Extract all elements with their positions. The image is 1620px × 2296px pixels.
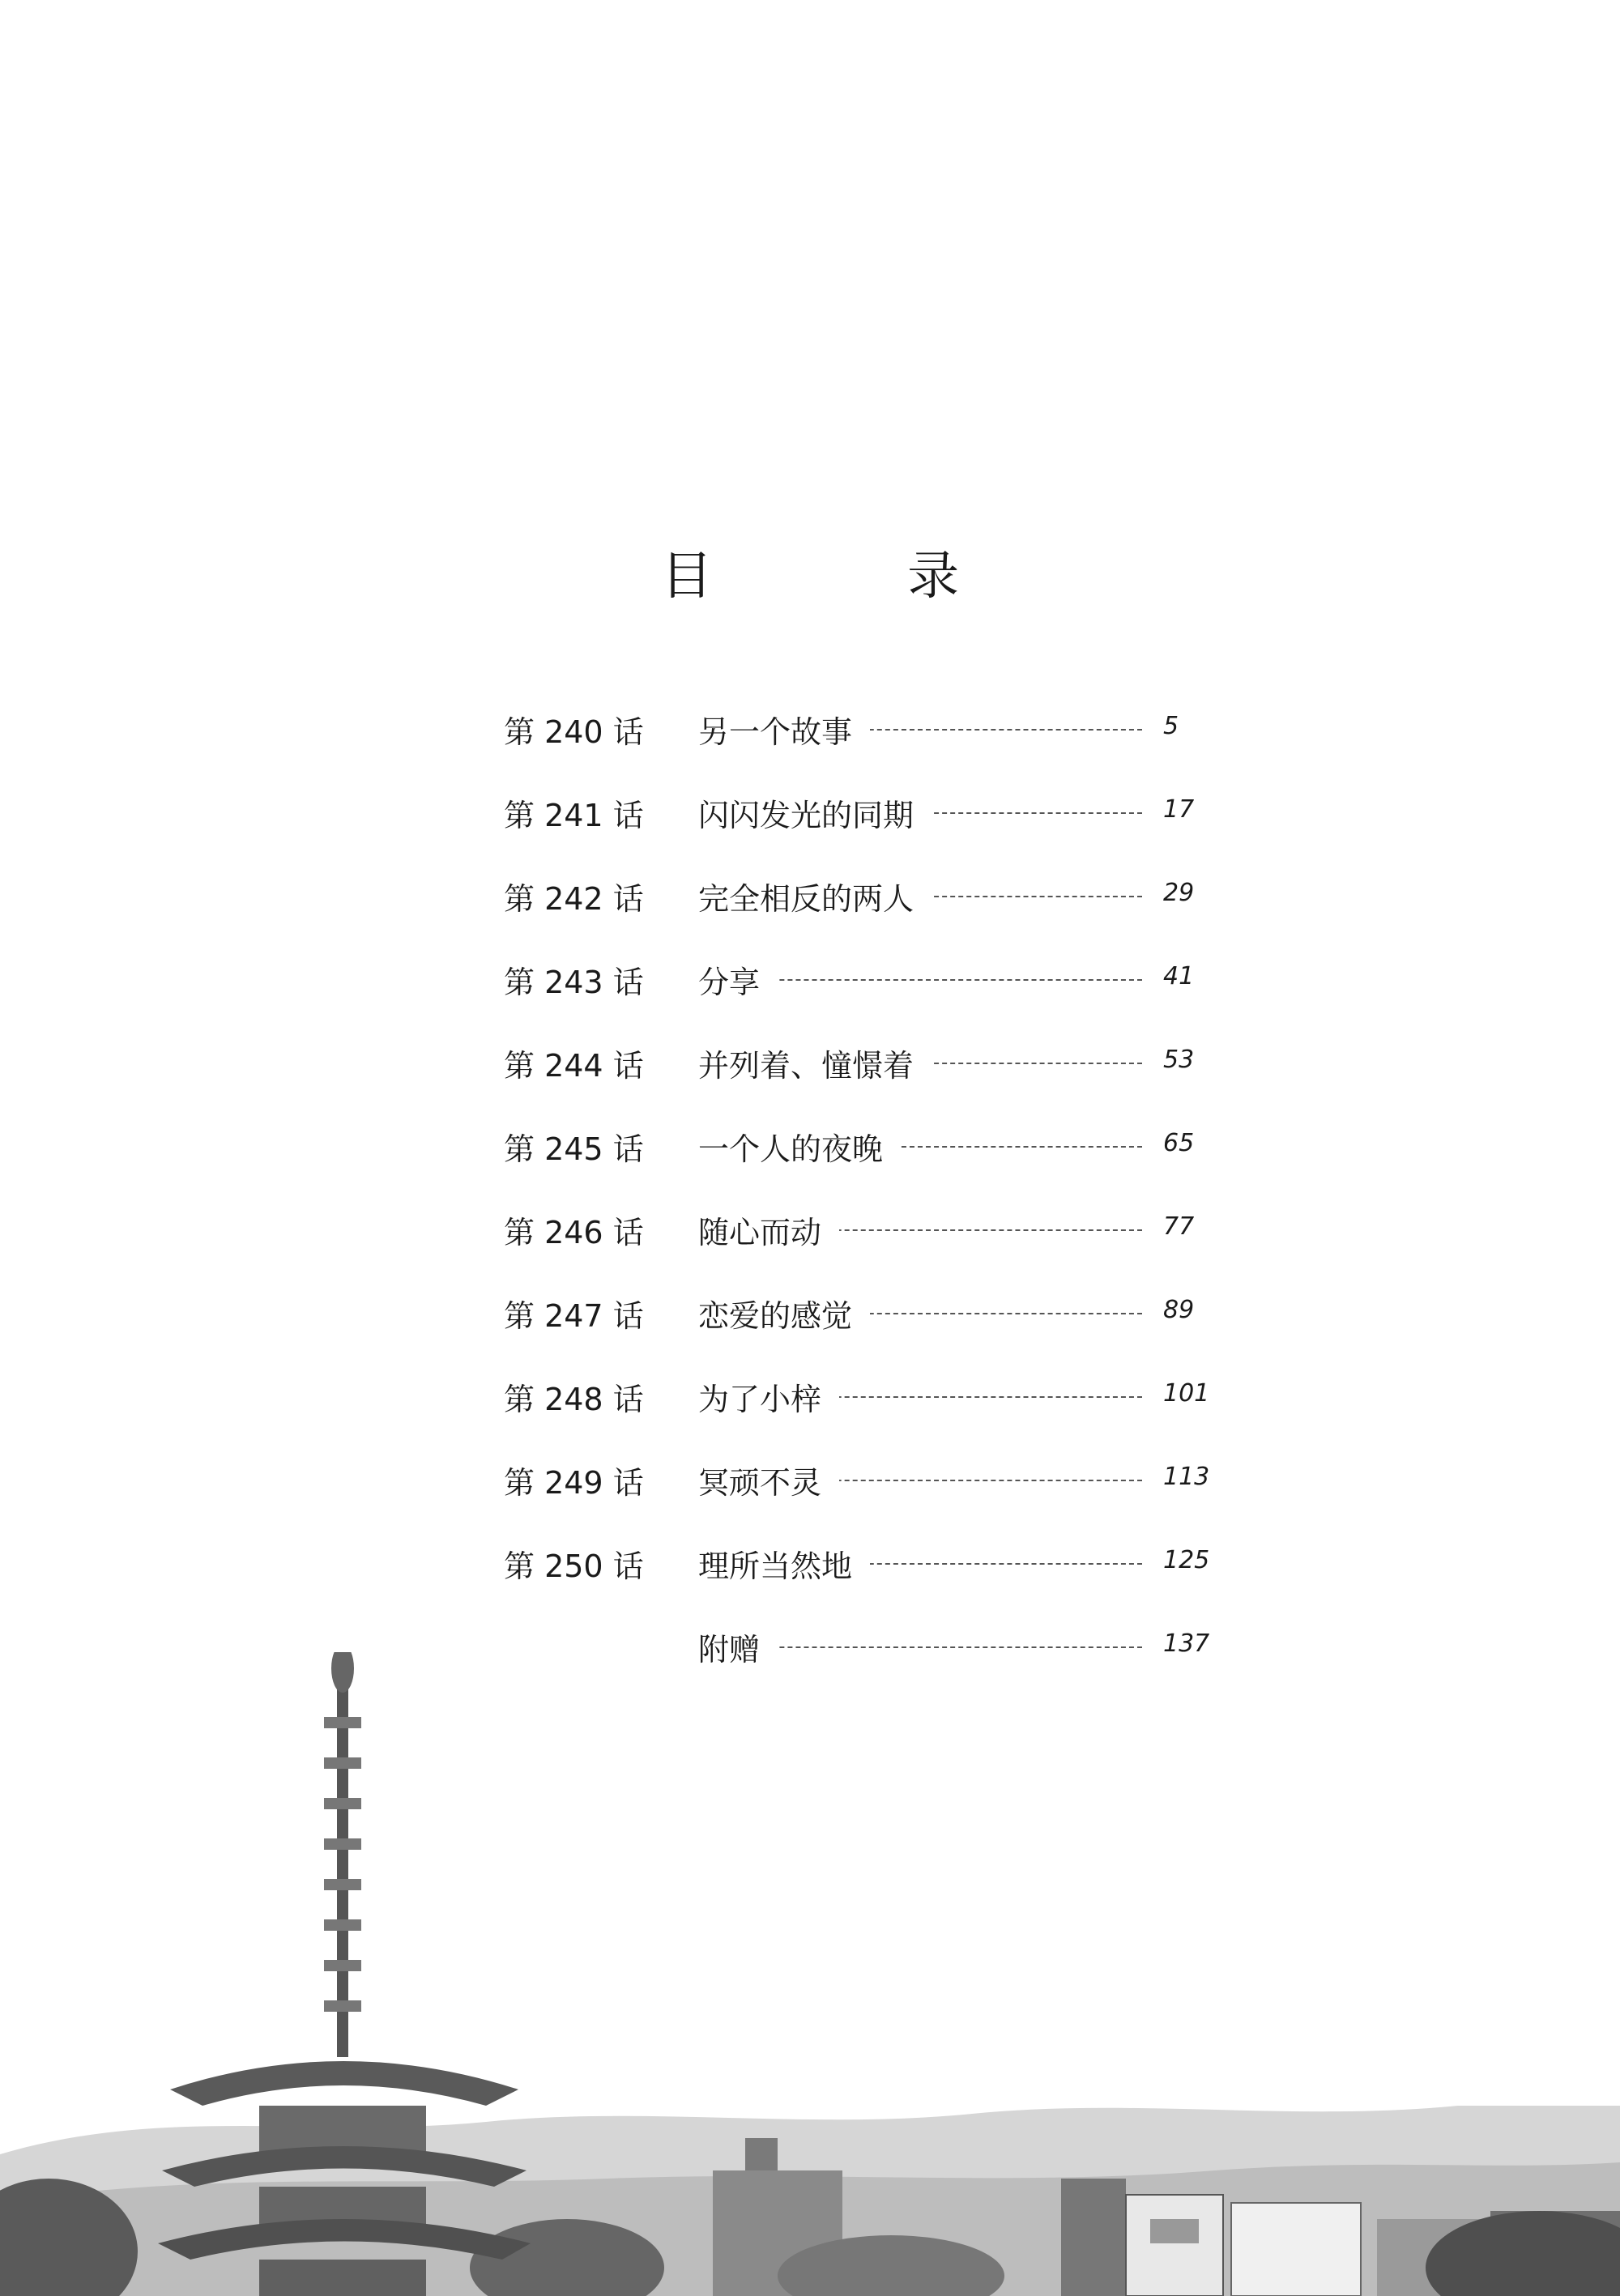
chapter-title: 为了小梓 <box>698 1374 839 1419</box>
toc-entry[interactable] <box>0 1458 1620 1506</box>
chapter-number: 第 242 话 <box>504 881 644 917</box>
toc-entry[interactable] <box>0 1291 1620 1340</box>
chapter-title: 并列着、憧憬着 <box>698 1041 932 1085</box>
page-number: 137 <box>1163 1629 1210 1658</box>
chapter-number: 第 250 话 <box>504 1548 644 1584</box>
toc-entry[interactable] <box>0 707 1620 756</box>
chapter-number: 第 248 话 <box>504 1382 644 1417</box>
page-number: 113 <box>1163 1463 1210 1491</box>
toc-entry[interactable] <box>0 957 1620 1006</box>
chapter-title: 恋爱的感觉 <box>698 1291 870 1335</box>
chapter-number: 第 243 话 <box>504 965 644 1000</box>
chapter-number: 第 240 话 <box>504 714 644 750</box>
page-number: 5 <box>1163 712 1179 740</box>
chapter-title: 分享 <box>698 957 778 1002</box>
page-number: 125 <box>1163 1546 1210 1574</box>
toc-entry[interactable] <box>0 1541 1620 1590</box>
chapter-title: 另一个故事 <box>698 707 870 752</box>
pagoda-townscape-illustration <box>0 1652 1620 2296</box>
chapter-title: 闪闪发光的同期 <box>698 790 932 835</box>
page-number: 77 <box>1163 1212 1195 1241</box>
toc-entry[interactable] <box>0 1208 1620 1256</box>
toc-entry[interactable] <box>0 1041 1620 1089</box>
chapter-number: 第 246 话 <box>504 1215 644 1250</box>
toc-entry[interactable] <box>0 874 1620 922</box>
page-number: 89 <box>1163 1296 1195 1324</box>
page-number: 17 <box>1163 795 1195 824</box>
chapter-title: 附赠 <box>698 1625 778 1669</box>
page-number: 29 <box>1163 879 1195 907</box>
chapter-title: 完全相反的两人 <box>698 874 932 918</box>
chapter-number: 第 249 话 <box>504 1465 644 1501</box>
chapter-number: 第 241 话 <box>504 798 644 833</box>
page-number: 65 <box>1163 1129 1195 1157</box>
toc-entry[interactable] <box>0 1374 1620 1423</box>
chapter-number: 第 245 话 <box>504 1131 644 1167</box>
toc-entry[interactable] <box>0 1124 1620 1173</box>
chapter-title: 一个人的夜晚 <box>698 1124 901 1169</box>
chapter-title: 冥顽不灵 <box>698 1458 839 1502</box>
chapter-title: 随心而动 <box>698 1208 839 1252</box>
toc-entry[interactable] <box>0 790 1620 839</box>
page-title: 目 录 <box>660 547 1049 607</box>
chapter-number: 第 244 话 <box>504 1048 644 1084</box>
page-number: 101 <box>1163 1379 1210 1408</box>
page-number: 41 <box>1163 962 1195 990</box>
chapter-title: 理所当然地 <box>698 1541 870 1586</box>
chapter-number: 第 247 话 <box>504 1298 644 1334</box>
page-number: 53 <box>1163 1046 1195 1074</box>
